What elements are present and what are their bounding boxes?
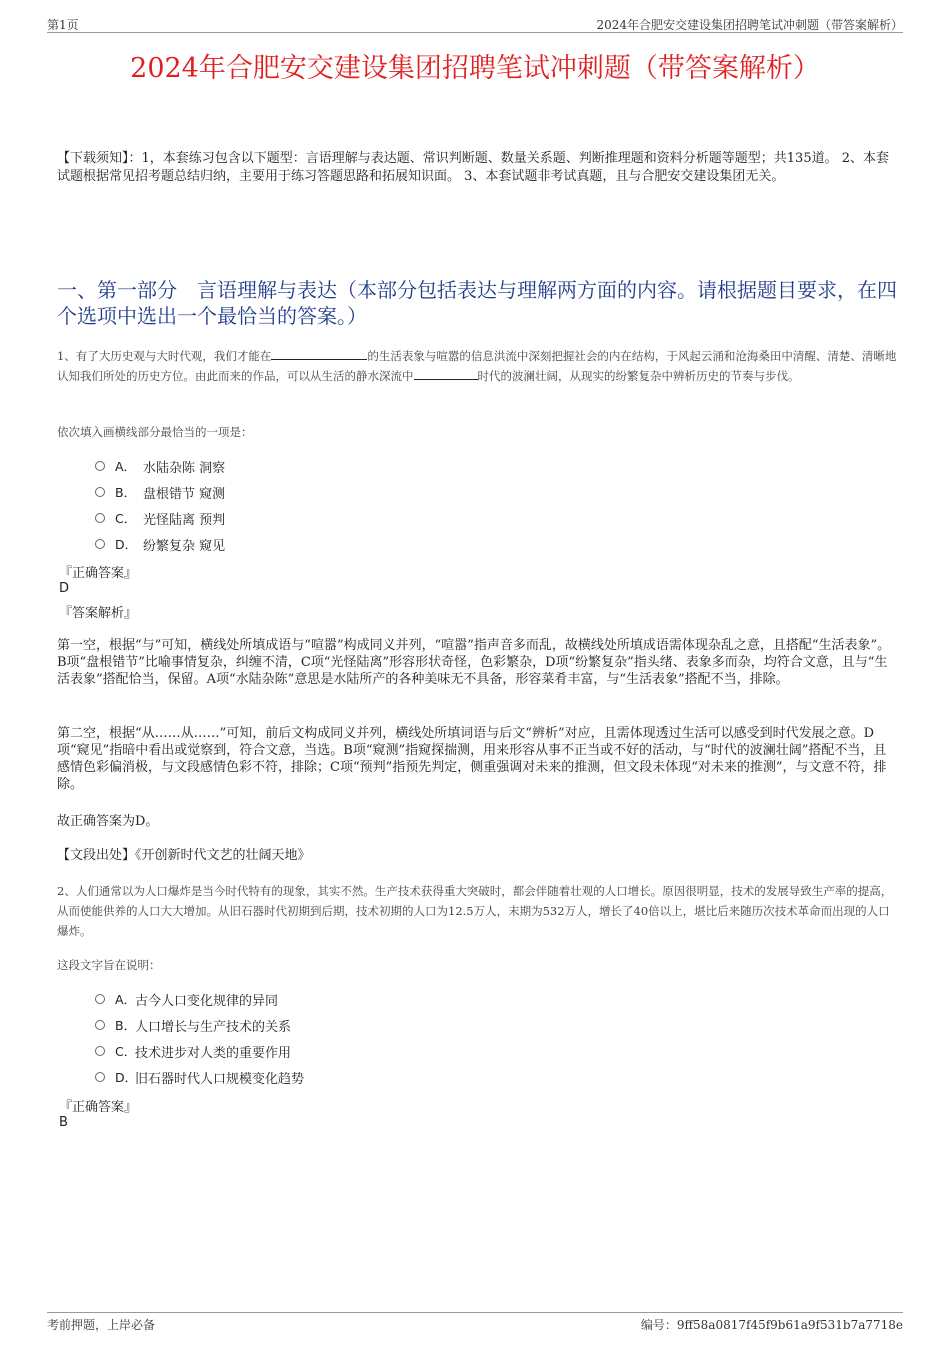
radio-circle-icon[interactable] (95, 539, 105, 549)
option-c[interactable]: C． 光怪陆离 预判 (95, 505, 225, 531)
analysis-conclusion: 故正确答案为D。 (57, 814, 159, 829)
question-1-part3: 时代的波澜壮阔，从现实的纷繁复杂中辨析历史的节奏与步伐。 (477, 369, 800, 383)
question-1-part2: 的生活表象与喧嚣的信息洪流中深刻把握社会的内在结构，于风起云涌和沧海桑田中清醒、清楚、清晰地认知我们所处的历史方位。由此而来的作品，可以从生活的静水深流中 (57, 349, 897, 383)
question-2-text: 2、人们通常以为人口爆炸是当今时代特有的现象，其实不然。生产技术获得重大突破时，都会伴随着壮观的人口增长。原因很明显，技术的发展导致生产率的提高，从而使能供养的人口大大增加。从旧石器时代初期到后期，技术初期的人口为12.5万人，末期为532万人，增长了40倍以上，堪比后来随历次技术革命而出现的人口爆炸。 (57, 884, 893, 938)
option-a[interactable]: A． 古今人口变化规律的异同 (95, 986, 304, 1012)
radio-circle-icon[interactable] (95, 513, 105, 523)
question-2-prompt: 这段文字旨在说明： (57, 958, 161, 972)
fill-blank-2 (414, 366, 478, 380)
answer-label: 『正确答案』 (59, 1100, 138, 1115)
footer-doc-id: 编号：9ff58a0817f45f9b61a9f531b7a7718e (640, 1318, 903, 1332)
download-notice: 【下载须知】：1，本套练习包含以下题型：言语理解与表达题、常识判断题、数量关系题、判断推理题和资料分析题等题型；共135道。 2、本套试题根据常见招考题总结归纳，主要用于练习答题思路和拓展知识面。 3、本套试题非考试真题，且与合肥安交建设集团无关。 (57, 151, 889, 184)
answer-label: 『正确答案』 (59, 566, 138, 581)
radio-circle-icon[interactable] (95, 1020, 105, 1030)
question-1-text (57, 346, 897, 386)
question-1-prompt: 依次填入画横线部分最恰当的一项是： (57, 425, 253, 439)
radio-circle-icon[interactable] (95, 994, 105, 1004)
question-2-options (95, 986, 304, 1090)
option-c[interactable]: C． 技术进步对人类的重要作用 (95, 1038, 304, 1064)
document-title: 2024年合肥安交建设集团招聘笔试冲刺题（带答案解析） (130, 53, 820, 84)
radio-circle-icon[interactable] (95, 1046, 105, 1056)
fill-blank-1 (271, 346, 367, 360)
analysis-paragraph-2: 第二空，根据“从……从……”可知，前后文构成同义并列，横线处所填词语与后文“辨析”对应，且需体现透过生活可以感受到时代发展之意。D项“窥见”指暗中看出或觉察到，符合文意，当选。B项“窥测”指窥探揣测，用来形容从事不正当或不好的活动，与“时代的波澜壮阔”搭配不当，且感情色彩偏消极，与文段感情色彩不符，排除；C项“预判”指预先判定，侧重强调对未来的推测，但文段未体现“对未来的推测”，与文意不符，排除。 (57, 726, 887, 792)
section-heading: 一、第一部分 言语理解与表达（本部分包括表达与理解两方面的内容。请根据题目要求，在四个选项中选出一个最恰当的答案。） (57, 278, 897, 328)
page-number: 第1页 (47, 18, 79, 32)
source-reference: 【文段出处】《开创新时代文艺的壮阔天地》 (57, 848, 311, 863)
header-doc-title: 2024年合肥安交建设集团招聘笔试冲刺题（带答案解析） (596, 18, 903, 32)
option-b[interactable]: B． 人口增长与生产技术的关系 (95, 1012, 304, 1038)
analysis-paragraph-1: 第一空，根据“与”可知，横线处所填成语与“喧嚣”构成同义并列，“喧嚣”指声音多而乱，故横线处所填成语需体现杂乱之意，且搭配“生活表象”。B项“盘根错节”比喻事情复杂，纠缠不清，C项“光怪陆离”形容形状奇怪，色彩繁杂，D项“纷繁复杂”指头绪、表象多而杂，均符合文意，且与“生活表象”搭配恰当，保留。A项“水陆杂陈”意思是水陆所产的各种美味无不具备，形容菜肴丰富，与“生活表象”搭配不当，排除。 (57, 638, 891, 687)
analysis-label: 『答案解析』 (59, 606, 138, 621)
page-header (47, 14, 903, 33)
option-d[interactable]: D． 纷繁复杂 窥见 (95, 531, 225, 557)
question-1-part1: 1、有了大历史观与大时代观，我们才能在 (57, 349, 272, 363)
radio-circle-icon[interactable] (95, 1072, 105, 1082)
radio-circle-icon[interactable] (95, 487, 105, 497)
radio-circle-icon[interactable] (95, 461, 105, 471)
question-1-options (95, 453, 225, 557)
answer-value: B (59, 1115, 68, 1130)
option-d[interactable]: D． 旧石器时代人口规模变化趋势 (95, 1064, 304, 1090)
footer-slogan: 考前押题，上岸必备 (47, 1318, 156, 1332)
option-b[interactable]: B． 盘根错节 窥测 (95, 479, 225, 505)
answer-value: D (59, 581, 70, 596)
option-a[interactable]: A． 水陆杂陈 洞察 (95, 453, 225, 479)
page-footer (47, 1312, 903, 1333)
